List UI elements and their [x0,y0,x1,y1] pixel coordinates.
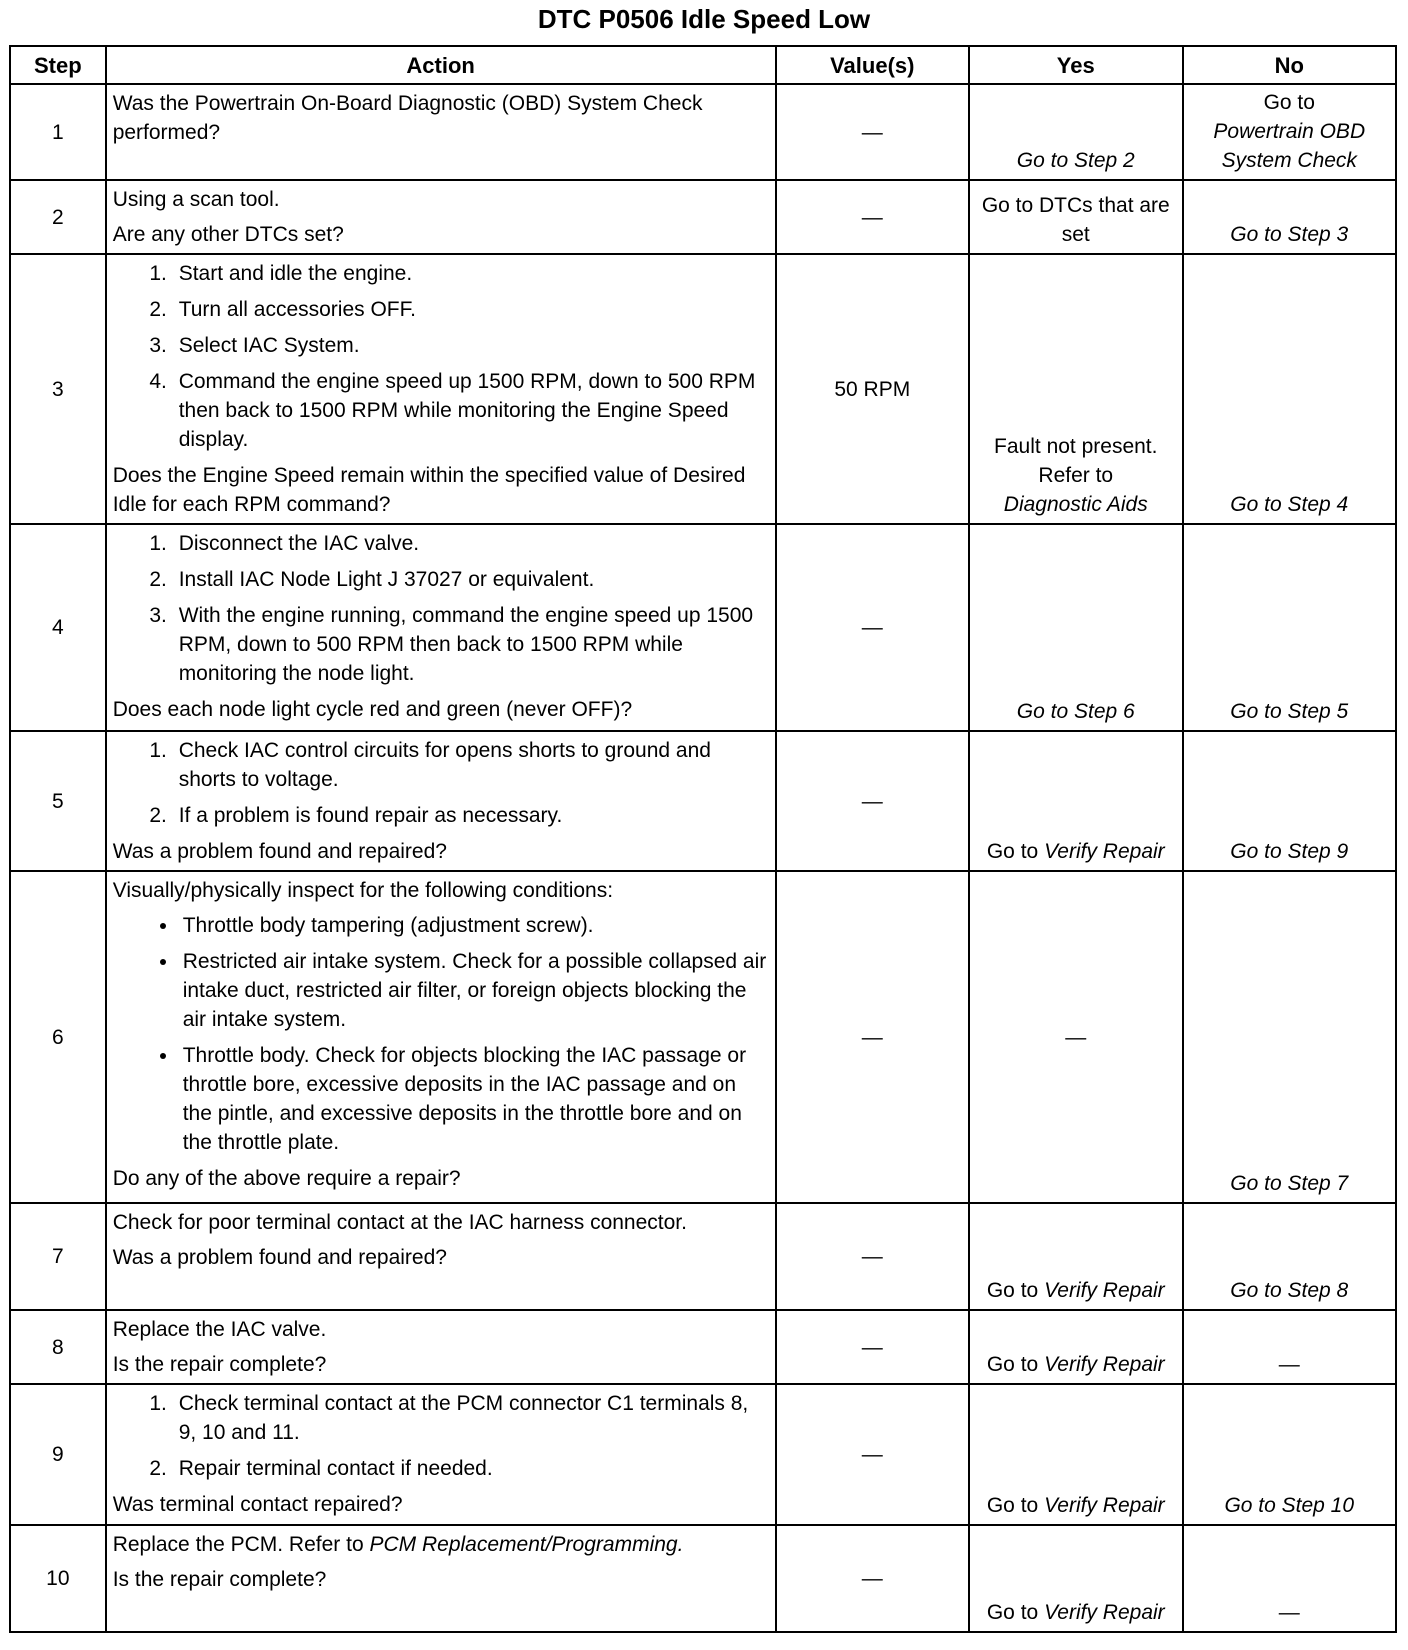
yes-link: Verify Repair [1044,1279,1165,1302]
table-row [10,254,1396,524]
table-row [10,1310,1396,1384]
action-question: Was terminal contact repaired? [112,1493,403,1516]
action-question: Is the repair complete? [112,1353,327,1376]
no-cell: Go to Step 7 [1183,871,1397,1203]
step-number: 6 [10,871,106,1203]
action-step: 2. Install IAC Node Light J 37027 or equivalent. [173,565,769,594]
action-bullet: • Restricted air intake system. Check for a possible collapsed air intake duct, restricted air filter, or foreign objects blocking the air intake system. [179,947,769,1034]
step-number: 2 [10,180,106,254]
action-question: Are any other DTCs set? [112,223,344,246]
yes-cell [969,1384,1182,1525]
action-intro: Replace the IAC valve. [112,1318,327,1341]
action-step: 2. Repair terminal contact if needed. [173,1454,769,1483]
value-cell: — [776,871,969,1203]
header-yes: Yes [969,46,1182,84]
step-number: 9 [10,1384,106,1525]
no-cell: — [1183,1525,1397,1632]
action-intro-text: Replace the PCM. Refer to [112,1533,364,1556]
no-cell: Go to Step 9 [1183,731,1397,871]
action-step: 1. Check IAC control circuits for opens shorts to ground and shorts to voltage. [173,736,769,794]
table-row [10,524,1396,731]
value-cell: — [776,84,969,180]
action-question: Does each node light cycle red and green (never OFF)? [112,698,633,721]
action-question: Was a problem found and repaired? [112,840,447,863]
action-bullet: • Throttle body. Check for objects blocking the IAC passage or throttle bore, excessive deposits in the IAC passage and on the pintle, and excessive deposits in the throttle bore and on the throttle plate. [179,1041,769,1157]
no-cell [1183,84,1397,180]
yes-cell: Go to Step 2 [969,84,1182,180]
action-steps [113,259,769,454]
action-steps [113,736,769,830]
action-step: 1. Disconnect the IAC valve. [173,529,769,558]
diagnostic-table [9,45,1397,1633]
yes-text: Refer to [1038,464,1114,487]
action-steps [113,1389,769,1483]
action-question: Do any of the above require a repair? [112,1167,461,1190]
step-number: 1 [10,84,106,180]
value-cell: — [776,524,969,731]
no-cell: Go to Step 3 [1183,180,1397,254]
step-number: 10 [10,1525,106,1632]
action-cell [106,1384,776,1525]
action-step: 3. With the engine running, command the engine speed up 1500 RPM, down to 500 RPM then back to 1500 RPM while monitoring the node light. [173,601,769,688]
yes-cell [969,254,1182,524]
table-row [10,871,1396,1203]
yes-text: Go to [986,1601,1039,1624]
yes-cell [969,1525,1182,1632]
yes-cell [969,1203,1182,1310]
value-cell: — [776,731,969,871]
action-intro: Check for poor terminal contact at the IAC harness connector. [112,1211,687,1234]
action-cell [106,524,776,731]
action-step: 4. Command the engine speed up 1500 RPM, down to 500 RPM then back to 1500 RPM while monitoring the Engine Speed display. [173,367,769,454]
action-cell [106,1310,776,1384]
table-row [10,1203,1396,1310]
step-number: 3 [10,254,106,524]
yes-cell: Go to DTCs that are set [969,180,1182,254]
yes-link: Verify Repair [1044,1494,1165,1517]
no-cell: Go to Step 10 [1183,1384,1397,1525]
action-question: Does the Engine Speed remain within the specified value of Desired Idle for each RPM command? [112,464,746,516]
yes-link: Verify Repair [1044,1353,1165,1376]
value-cell: — [776,180,969,254]
no-cell: Go to Step 5 [1183,524,1397,731]
yes-text: Go to [986,1279,1039,1302]
yes-cell: — [969,871,1182,1203]
yes-cell [969,731,1182,871]
value-cell: — [776,1310,969,1384]
step-number: 7 [10,1203,106,1310]
page-title: DTC P0506 Idle Speed Low [537,4,871,34]
header-action: Action [106,46,776,84]
action-cell [106,180,776,254]
action-step: 1. Start and idle the engine. [173,259,769,288]
step-number: 5 [10,731,106,871]
action-step: 3. Select IAC System. [173,331,769,360]
action-question: Was a problem found and repaired? [112,1246,447,1269]
value-cell: — [776,1525,969,1632]
action-cell [106,871,776,1203]
action-cell [106,1203,776,1310]
header-step: Step [10,46,106,84]
yes-text: Go to [986,1494,1039,1517]
table-row [10,1525,1396,1632]
table-row [10,1384,1396,1525]
value-cell: 50 RPM [776,254,969,524]
action-steps [113,529,769,688]
yes-link: Verify Repair [1044,1601,1165,1624]
no-cell: — [1183,1310,1397,1384]
yes-link: Verify Repair [1044,840,1165,863]
action-bullets [113,911,769,1157]
action-step: 2. If a problem is found repair as necessary. [173,801,769,830]
yes-link: Diagnostic Aids [1003,493,1148,516]
action-intro [113,1530,769,1559]
yes-text: Fault not present. [994,435,1158,458]
action-question: Is the repair complete? [112,1568,327,1591]
table-row [10,84,1396,180]
action-step: 2. Turn all accessories OFF. [173,295,769,324]
yes-text: Go to [986,840,1039,863]
yes-cell [969,1310,1182,1384]
action-intro-link: PCM Replacement/Programming. [369,1533,684,1556]
action-intro: Using a scan tool. [112,188,280,211]
action-cell [106,254,776,524]
action-cell [106,84,776,180]
value-cell: — [776,1203,969,1310]
action-question: Was the Powertrain On-Board Diagnostic (OBD) System Check performed? [112,92,703,144]
step-number: 4 [10,524,106,731]
action-step: 1. Check terminal contact at the PCM connector C1 terminals 8, 9, 10 and 11. [173,1389,769,1447]
header-row [10,46,1396,84]
no-cell: Go to Step 8 [1183,1203,1397,1310]
table-row [10,180,1396,254]
no-text: Go to [1263,91,1315,114]
no-cell: Go to Step 4 [1183,254,1397,524]
header-values: Value(s) [776,46,969,84]
value-cell: — [776,1384,969,1525]
header-no: No [1183,46,1397,84]
no-link: Powertrain OBD System Check [1213,120,1366,172]
action-bullet: • Throttle body tampering (adjustment screw). [179,911,769,940]
action-cell [106,731,776,871]
yes-cell: Go to Step 6 [969,524,1182,731]
step-number: 8 [10,1310,106,1384]
yes-text: Go to [986,1353,1039,1376]
table-row [10,731,1396,871]
action-cell [106,1525,776,1632]
action-intro: Visually/physically inspect for the following conditions: [112,879,614,902]
